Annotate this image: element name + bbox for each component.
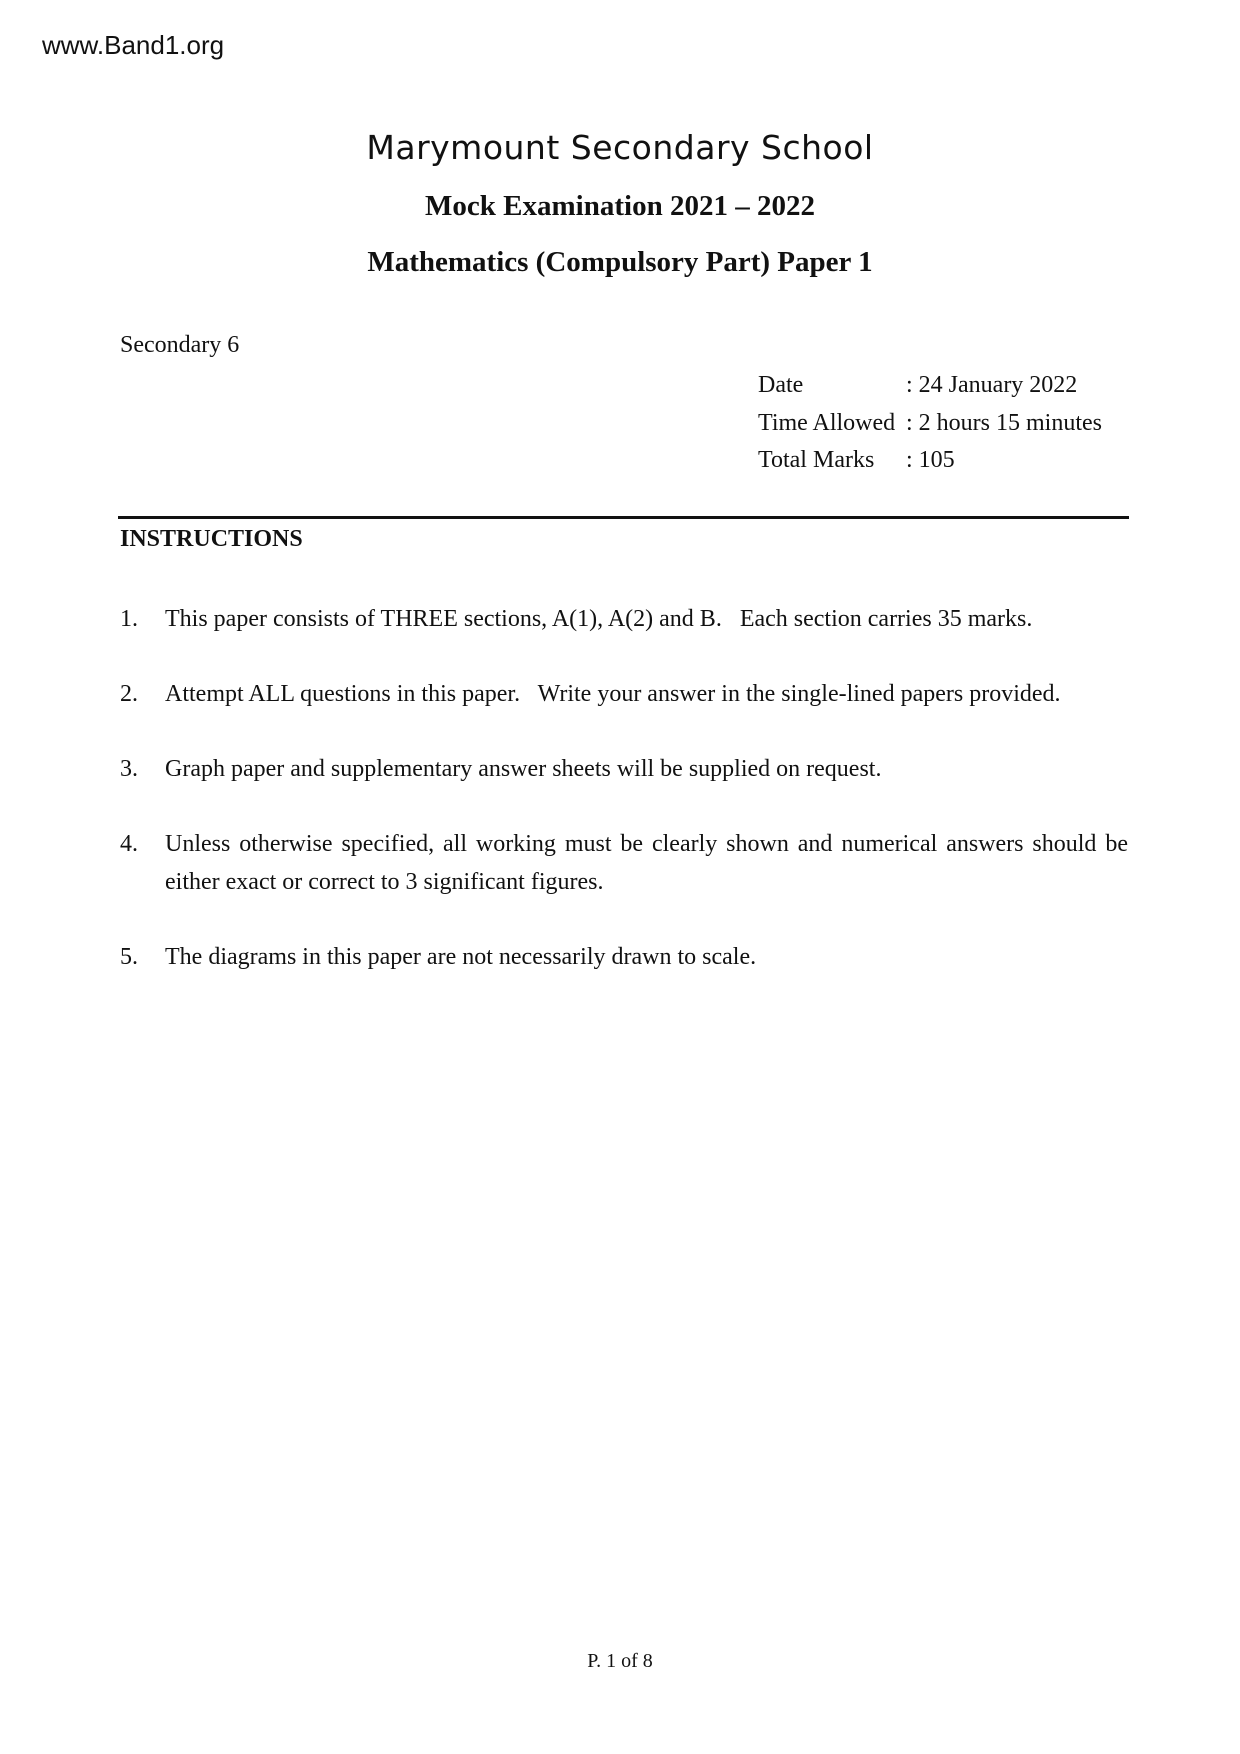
instruction-text: Attempt ALL questions in this paper. Write your answer in the single-lined papers provided. — [165, 681, 1061, 707]
marks-label: Total Marks — [758, 447, 875, 473]
section-divider — [118, 516, 1129, 519]
instructions-list — [120, 600, 1128, 1013]
school-name: Marymount Secondary School — [366, 128, 874, 167]
class-level: Secondary 6 — [120, 332, 240, 358]
instruction-item — [120, 750, 1128, 788]
page-number: P. 1 of 8 — [587, 1650, 653, 1672]
instruction-item — [120, 675, 1128, 713]
meta-row-time — [758, 408, 1102, 446]
instructions-heading: INSTRUCTIONS — [120, 526, 303, 552]
time-value: : 2 hours 15 minutes — [906, 409, 1102, 436]
instruction-text: Unless otherwise specified, all working must be clearly shown and numerical answers should be either exact or correct to 3 significant figures. — [165, 831, 1128, 895]
marks-value: : 105 — [906, 447, 955, 473]
date-value: : 24 January 2022 — [906, 372, 1078, 398]
instruction-number: 4. — [120, 831, 138, 857]
subject-title: Mathematics (Compulsory Part) Paper 1 — [367, 246, 873, 278]
instruction-number: 5. — [120, 944, 138, 970]
meta-row-marks — [758, 445, 1102, 483]
instruction-item — [120, 600, 1128, 638]
instruction-number: 1. — [120, 606, 138, 632]
time-label: Time Allowed — [758, 409, 896, 436]
exam-title: Mock Examination 2021 – 2022 — [425, 190, 815, 222]
watermark-url: www.Band1.org — [42, 30, 225, 60]
instruction-text: Graph paper and supplementary answer sheets will be supplied on request. — [165, 756, 882, 782]
exam-meta-block — [758, 370, 1102, 483]
instruction-number: 3. — [120, 756, 138, 782]
instruction-item — [120, 938, 1128, 976]
instruction-number: 2. — [120, 681, 138, 707]
meta-row-date — [758, 370, 1102, 408]
date-label: Date — [758, 372, 804, 398]
instruction-item — [120, 825, 1128, 901]
instruction-text: This paper consists of THREE sections, A(1), A(2) and B. Each section carries 35 marks. — [165, 606, 1033, 632]
instruction-text: The diagrams in this paper are not necessarily drawn to scale. — [165, 944, 757, 970]
